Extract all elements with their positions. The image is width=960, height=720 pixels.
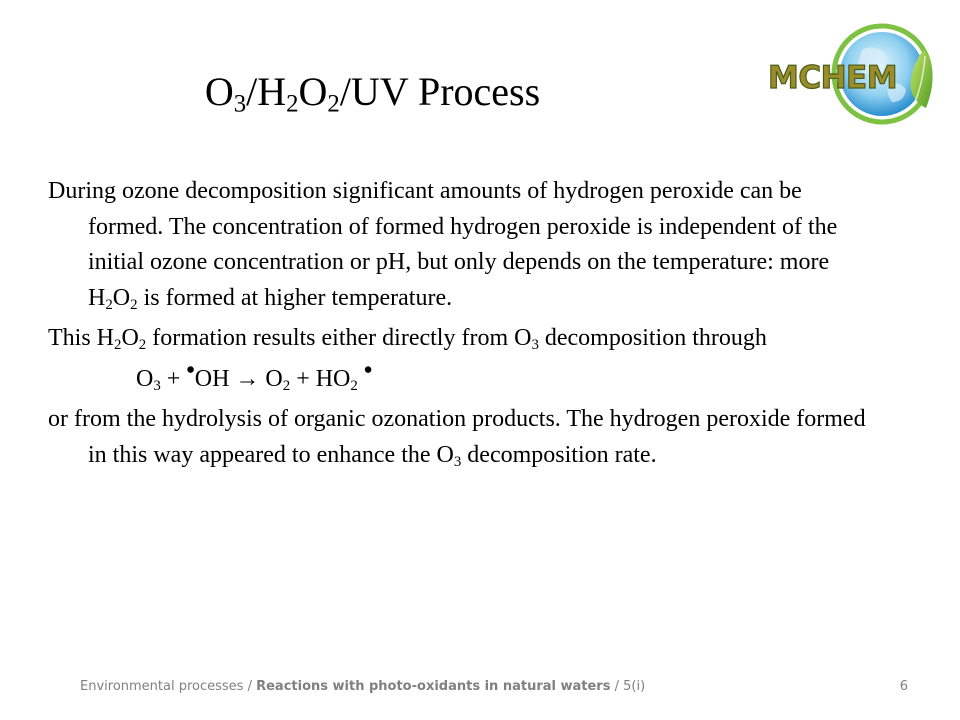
page-number: 6 — [899, 679, 908, 694]
logo-text: MCHEM — [768, 60, 898, 96]
mchem-logo — [764, 20, 940, 132]
footer-suffix: / 5(i) — [610, 679, 646, 694]
paragraph-h2o2-formation: This $H_2O_2$ formation results either directly from $O_3$ decomposition through — [48, 325, 767, 353]
slide-footer — [80, 677, 912, 697]
arrow-icon: → — [235, 365, 260, 392]
footer-course-title: Reactions with photo-oxidants in natural waters — [256, 679, 611, 694]
paragraph-hydrolysis: or from the hydrolysis of organic ozonation products. The hydrogen peroxide formed in this way appeared to enhance the $O_3$ decomposition rate. — [48, 406, 866, 470]
reaction-equation: $O_3 + ^•OH \to O_2 + HO_2$ • — [136, 357, 373, 394]
paragraph-ozone-decomposition: During ozone decomposition significant amounts of hydrogen peroxide can be formed. The concentration of formed hydrogen peroxide is independent of the initial ozone concentration or pH, but only depends on the temperature: more $H_2O_2$ is formed at higher temperature. — [48, 178, 838, 313]
footer-prefix: Environmental processes / — [80, 679, 257, 694]
slide-title: $O_3/H_2O_2/UV$ Process — [204, 69, 541, 118]
slide-body — [48, 174, 878, 478]
